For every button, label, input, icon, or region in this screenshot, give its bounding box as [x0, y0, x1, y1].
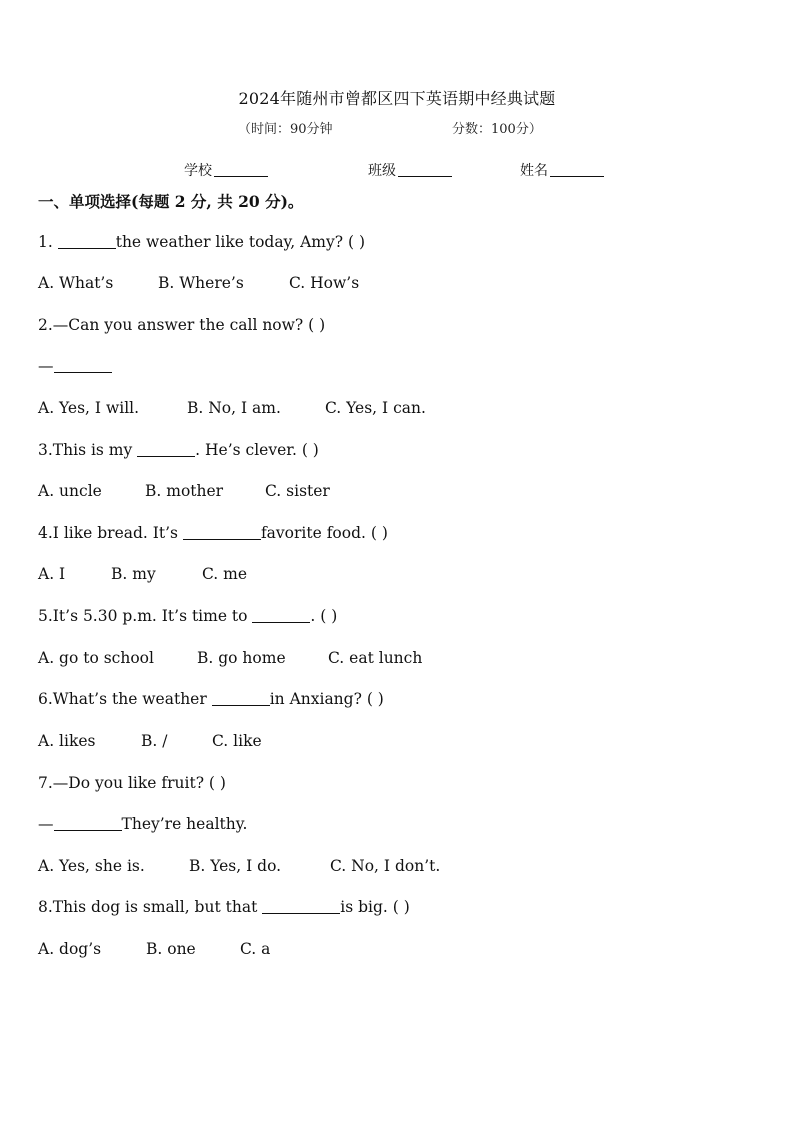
question-7: 7.—Do you like fruit? ( ): [38, 774, 226, 792]
answer-blank[interactable]: [58, 234, 116, 249]
option-b[interactable]: B. No, I am.: [187, 399, 281, 417]
option-c[interactable]: C. No, I don’t.: [330, 857, 441, 875]
question-8: 8.This dog is small, but that is big. ( ): [38, 898, 410, 916]
option-c[interactable]: C. me: [202, 565, 248, 583]
question-4: 4.I like bread. It’s favorite food. ( ): [38, 524, 388, 542]
question-3: 3.This is my . He’s clever. ( ): [38, 441, 319, 459]
option-b[interactable]: B. my: [111, 565, 156, 583]
option-a[interactable]: A. likes: [38, 732, 96, 750]
option-b[interactable]: B. one: [146, 940, 196, 958]
option-c[interactable]: C. eat lunch: [328, 649, 423, 667]
options-8: [38, 940, 270, 958]
option-b[interactable]: B. Where’s: [158, 274, 244, 292]
school-blank[interactable]: [214, 162, 268, 177]
option-a[interactable]: A. go to school: [38, 649, 154, 667]
option-c[interactable]: C. Yes, I can.: [325, 399, 426, 417]
option-c[interactable]: C. sister: [265, 482, 330, 500]
exam-time: （时间：90分钟: [238, 122, 333, 137]
option-b[interactable]: B. /: [141, 732, 168, 750]
options-2: [38, 399, 426, 417]
option-c[interactable]: C. like: [212, 732, 262, 750]
page-title: 2024年随州市曾都区四下英语期中经典试题: [238, 89, 556, 108]
answer-blank[interactable]: [212, 691, 270, 706]
name-blank[interactable]: [550, 162, 604, 177]
option-c[interactable]: C. a: [240, 940, 271, 958]
options-6: [38, 732, 262, 750]
answer-blank[interactable]: [54, 358, 112, 373]
class-label: 班级: [368, 163, 396, 179]
class-field[interactable]: [368, 160, 452, 180]
school-label: 学校: [184, 163, 212, 179]
option-a[interactable]: A. I: [38, 565, 66, 583]
options-5: [38, 649, 422, 667]
question-6: 6.What’s the weather in Anxiang? ( ): [38, 690, 384, 708]
options-3: [38, 482, 330, 500]
answer-blank[interactable]: [54, 816, 122, 831]
school-field[interactable]: [184, 160, 268, 180]
name-field[interactable]: [520, 160, 604, 180]
answer-line-7: — They’re healthy.: [38, 815, 248, 833]
option-a[interactable]: A. uncle: [38, 482, 102, 500]
question-1: 1. the weather like today, Amy? ( ): [38, 233, 366, 251]
option-b[interactable]: B. go home: [197, 649, 286, 667]
answer-line-2: —: [38, 357, 112, 375]
name-label: 姓名: [520, 163, 548, 179]
question-2: 2.—Can you answer the call now? ( ): [38, 316, 326, 334]
options-4: [38, 565, 247, 583]
option-c[interactable]: C. How’s: [289, 274, 360, 292]
option-a[interactable]: A. What’s: [38, 274, 114, 292]
option-b[interactable]: B. Yes, I do.: [189, 857, 282, 875]
answer-blank[interactable]: [183, 525, 261, 540]
option-a[interactable]: A. Yes, she is.: [38, 857, 145, 875]
options-7: [38, 857, 440, 875]
answer-blank[interactable]: [252, 608, 310, 623]
answer-blank[interactable]: [137, 442, 195, 457]
answer-blank[interactable]: [262, 899, 340, 914]
option-b[interactable]: B. mother: [145, 482, 224, 500]
exam-score: 分数：100分）: [452, 122, 542, 137]
class-blank[interactable]: [398, 162, 452, 177]
question-5: 5.It’s 5.30 p.m. It’s time to . ( ): [38, 607, 338, 625]
options-1: [38, 274, 359, 292]
option-a[interactable]: A. Yes, I will.: [38, 399, 140, 417]
section-heading: 一、单项选择(每题 2 分, 共 20 分)。: [38, 192, 304, 211]
option-a[interactable]: A. dog’s: [38, 940, 102, 958]
